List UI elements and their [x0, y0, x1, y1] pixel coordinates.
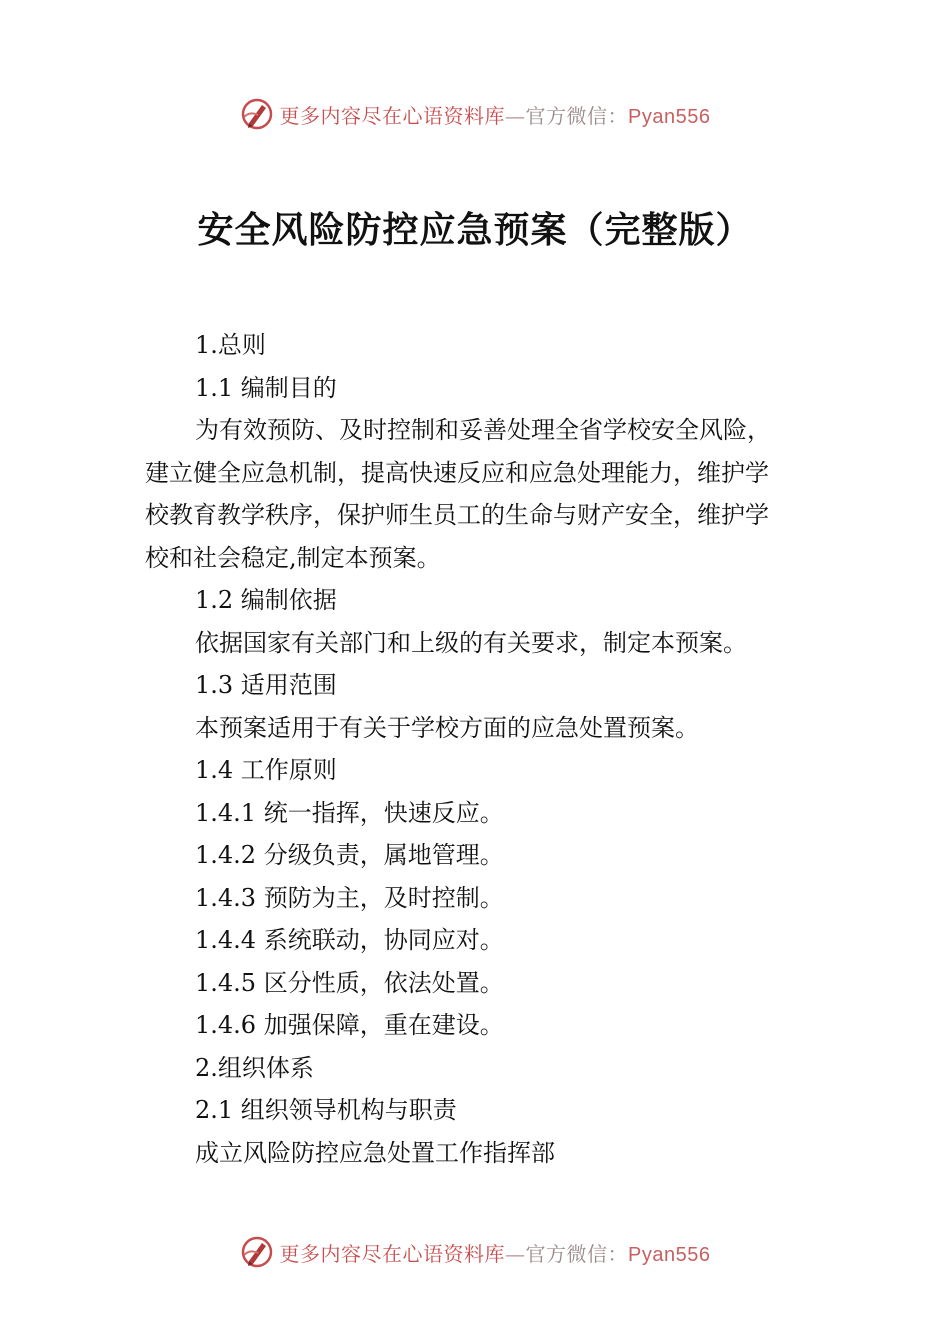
- paragraph-line: 校和社会稳定,制定本预案。: [145, 543, 441, 572]
- pen-logo-icon: [240, 1235, 274, 1269]
- heading-general: 1.总则: [195, 331, 266, 359]
- heading-leadership: 2.1 组织领导机构与职责: [195, 1096, 457, 1124]
- footer-watermark-banner: [0, 1232, 950, 1272]
- paragraph-line: 成立风险防控应急处置工作指挥部: [195, 1138, 555, 1167]
- paragraph-line: 校教育教学秩序，保护师生员工的生命与财产安全，维护学: [145, 501, 769, 529]
- banner-text: [280, 100, 711, 129]
- heading-scope: 1.3 适用范围: [195, 671, 337, 699]
- heading-organization: 2.组织体系: [195, 1053, 314, 1082]
- banner-slogan: 更多内容尽在心语资料库: [279, 103, 506, 128]
- banner-text: [280, 1238, 711, 1267]
- heading-principles: 1.4 工作原则: [195, 756, 337, 784]
- banner-wechat-id: Pyan556: [628, 105, 711, 128]
- paragraph-line: 建立健全应急机制，提高快速反应和应急处理能力，维护学: [145, 458, 769, 487]
- principle-item: 1.4.2 分级负责，属地管理。: [195, 841, 504, 869]
- banner-dash: —: [505, 103, 526, 128]
- heading-basis: 1.2 编制依据: [195, 586, 337, 614]
- banner-wechat-label: 官方微信：: [525, 1241, 629, 1266]
- principle-item: 1.4.6 加强保障，重在建设。: [195, 1011, 504, 1039]
- paragraph-line: 依据国家有关部门和上级的有关要求，制定本预案。: [195, 628, 747, 657]
- banner-wechat-label: 官方微信：: [525, 103, 629, 128]
- principle-item: 1.4.3 预防为主，及时控制。: [195, 883, 504, 912]
- paragraph-line: 为有效预防、及时控制和妥善处理全省学校安全风险，: [195, 416, 771, 444]
- pen-logo-icon: [240, 97, 274, 131]
- document-title: 安全风险防控应急预案（完整版）: [197, 209, 753, 251]
- paragraph-line: 本预案适用于有关于学校方面的应急处置预案。: [195, 713, 699, 742]
- principle-item: 1.4.4 系统联动，协同应对。: [195, 926, 504, 954]
- principle-item: 1.4.5 区分性质，依法处置。: [195, 968, 504, 997]
- header-watermark-banner: [0, 94, 950, 134]
- banner-slogan: 更多内容尽在心语资料库: [279, 1241, 506, 1266]
- banner-wechat-id: Pyan556: [628, 1243, 711, 1266]
- document-body: [145, 324, 810, 1174]
- banner-dash: —: [505, 1241, 526, 1266]
- principle-item: 1.4.1 统一指挥，快速反应。: [195, 798, 504, 827]
- heading-purpose: 1.1 编制目的: [195, 373, 337, 402]
